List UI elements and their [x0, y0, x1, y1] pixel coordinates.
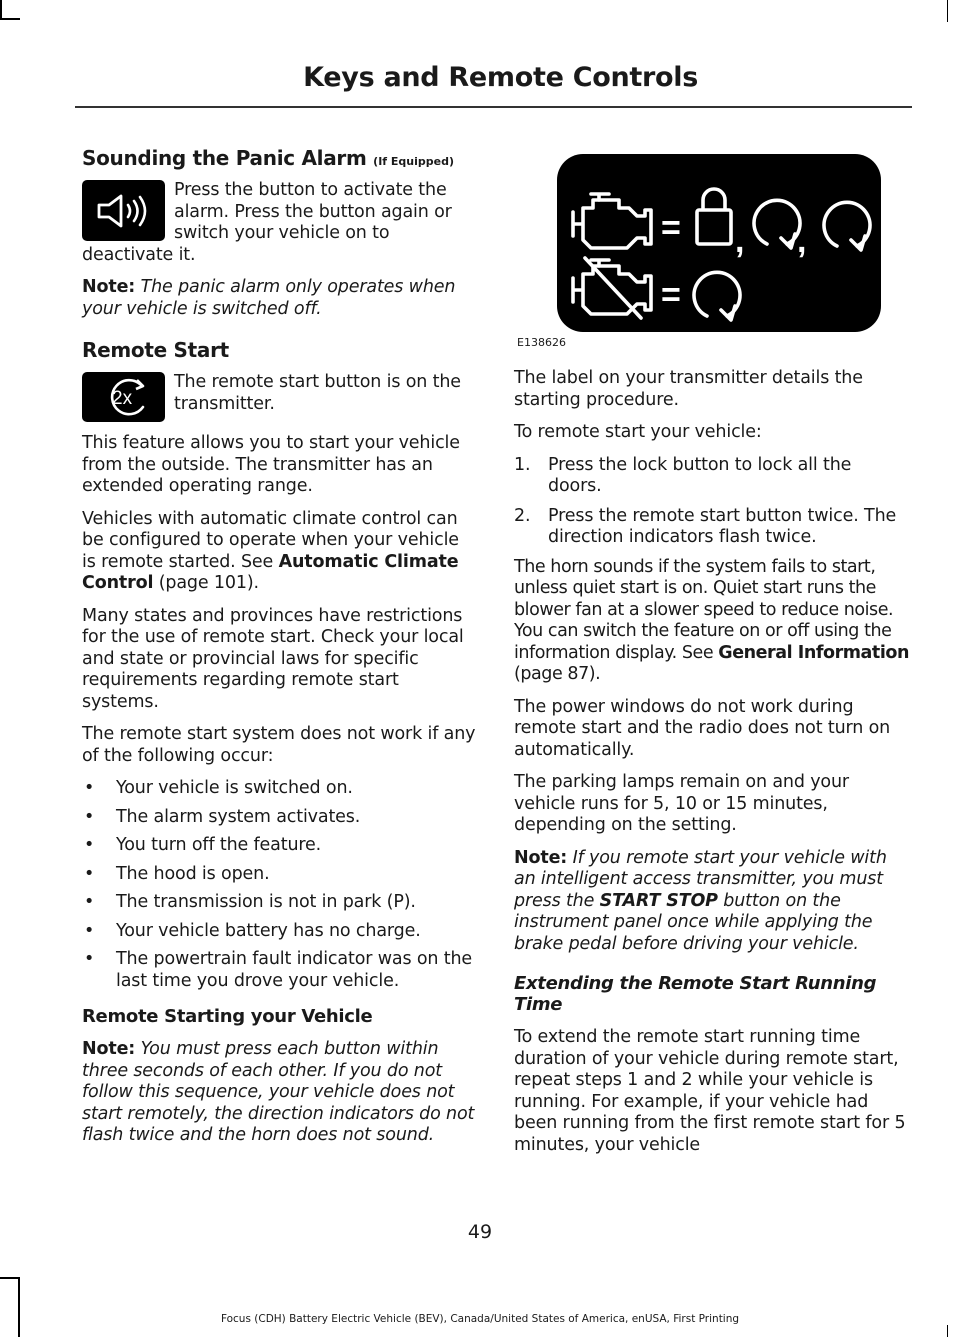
crop-mark	[18, 1277, 20, 1337]
general-information-link[interactable]: General Information	[718, 642, 909, 663]
remote-start-para-3: Many states and provinces have restrictions for the use of remote start. Check your local and state or provincial laws for specific requirements regarding remote start systems.	[82, 605, 464, 712]
remote-starting-heading: Remote Starting your Vehicle	[82, 1006, 373, 1027]
list-item: • Your vehicle battery has no charge.	[84, 920, 421, 941]
remote-start-para-4: The remote start system does not work if any of the following occur:	[82, 724, 476, 766]
page-number: 49	[467, 1221, 493, 1243]
left-column	[82, 140, 476, 1158]
remote-start-body: The remote start button is on the transmitter.	[174, 372, 461, 414]
crop-mark	[0, 1277, 20, 1279]
lock-icon	[697, 189, 731, 244]
list-item: • The transmission is not in park (P).	[84, 892, 416, 912]
list-item: • Your vehicle is switched on.	[84, 778, 353, 798]
page-footer: Focus (CDH) Battery Electric Vehicle (BEV), Canada/United States of America, enUSA, First Printing	[220, 1313, 740, 1325]
right-column	[514, 368, 910, 1167]
panic-alarm-body: Press the button to activate the alarm. Press the button again or switch your vehicle on to deactivate it.	[82, 180, 452, 265]
automatic-climate-control-link[interactable]: Automatic Climate Control	[82, 551, 459, 593]
list-item: • You turn off the feature.	[84, 835, 322, 855]
right-para-1: The label on your transmitter details the starting procedure.	[514, 368, 863, 410]
remote-starting-note: Note: You must press each button within three seconds of each other. If you do not follow this sequence, your vehicle does not start remotely, the direction indicators do not flash twice and the horn does not sound.	[82, 1039, 475, 1145]
engine-crossed-icon	[573, 258, 651, 318]
right-para-3: The horn sounds if the system fails to start, unless quiet start is on. Quiet start runs the blower fan at a slower speed to reduce noise. You can switch the feature on or off using the information display. See General Information (page 87).	[514, 556, 909, 684]
svg-text:,: ,	[797, 222, 807, 260]
conditions-list	[82, 778, 476, 992]
right-para-4: The power windows do not work during remote start and the radio does not turn on automatically.	[514, 696, 891, 760]
remote-start-icon	[754, 200, 800, 248]
panic-alarm-note: Note: The panic alarm only operates when your vehicle is switched off.	[82, 277, 456, 319]
crop-mark	[0, 0, 2, 20]
figure-code: E138626	[517, 336, 566, 349]
remote-start-para-1: This feature allows you to start your vehicle from the outside. The transmitter has an extended operating range.	[82, 433, 460, 496]
remote-start-icon	[824, 202, 870, 250]
crop-mark	[947, 1325, 948, 1337]
engine-icon	[573, 194, 651, 248]
remote-start-para-2: Vehicles with automatic climate control can be configured to operate when your vehicle is remote started. See Automatic Climate Control (page 101).	[82, 508, 459, 593]
svg-text:=: =	[661, 209, 681, 247]
right-para-6: To extend the remote start running time duration of your vehicle during remote start, repeat steps 1 and 2 while your vehicle is running. For example, if your vehicle had been running from the first remote start for 5 minutes, your vehicle	[514, 1027, 906, 1155]
list-item: 2. Press the remote start button twice. The direction indicators flash twice.	[514, 505, 897, 547]
right-para-2: To remote start your vehicle:	[514, 422, 762, 442]
remote-start-heading: Remote Start	[82, 338, 229, 362]
svg-text:,: ,	[735, 222, 745, 260]
svg-text:=: =	[661, 276, 681, 314]
crop-mark	[0, 18, 20, 20]
remote-start-2x-icon	[82, 372, 165, 422]
svg-text:2x: 2x	[111, 388, 132, 409]
page-header-title: Keys and Remote Controls	[303, 62, 698, 93]
transmitter-label-figure	[557, 154, 881, 332]
right-note: Note: If you remote start your vehicle with an intelligent access transmitter, you must press the START STOP button on the instrument panel once while applying the brake pedal before driving your vehicle.	[514, 847, 887, 954]
header-divider	[75, 106, 912, 108]
right-para-5: The parking lamps remain on and your vehicle runs for 5, 10 or 15 minutes, depending on the setting.	[514, 772, 849, 835]
list-item: • The hood is open.	[84, 863, 270, 884]
extending-heading: Extending the Remote Start Running Time	[514, 973, 877, 1015]
speaker-icon	[82, 180, 165, 241]
panic-alarm-heading: Sounding the Panic Alarm (If Equipped)	[82, 146, 455, 170]
crop-mark	[947, 0, 948, 22]
list-item: • The alarm system activates.	[84, 806, 361, 827]
list-item: 1. Press the lock button to lock all the doors.	[514, 454, 852, 496]
remote-start-icon	[694, 272, 740, 320]
list-item: • The powertrain fault indicator was on the last time you drove your vehicle.	[84, 949, 473, 991]
steps-list	[514, 455, 910, 549]
